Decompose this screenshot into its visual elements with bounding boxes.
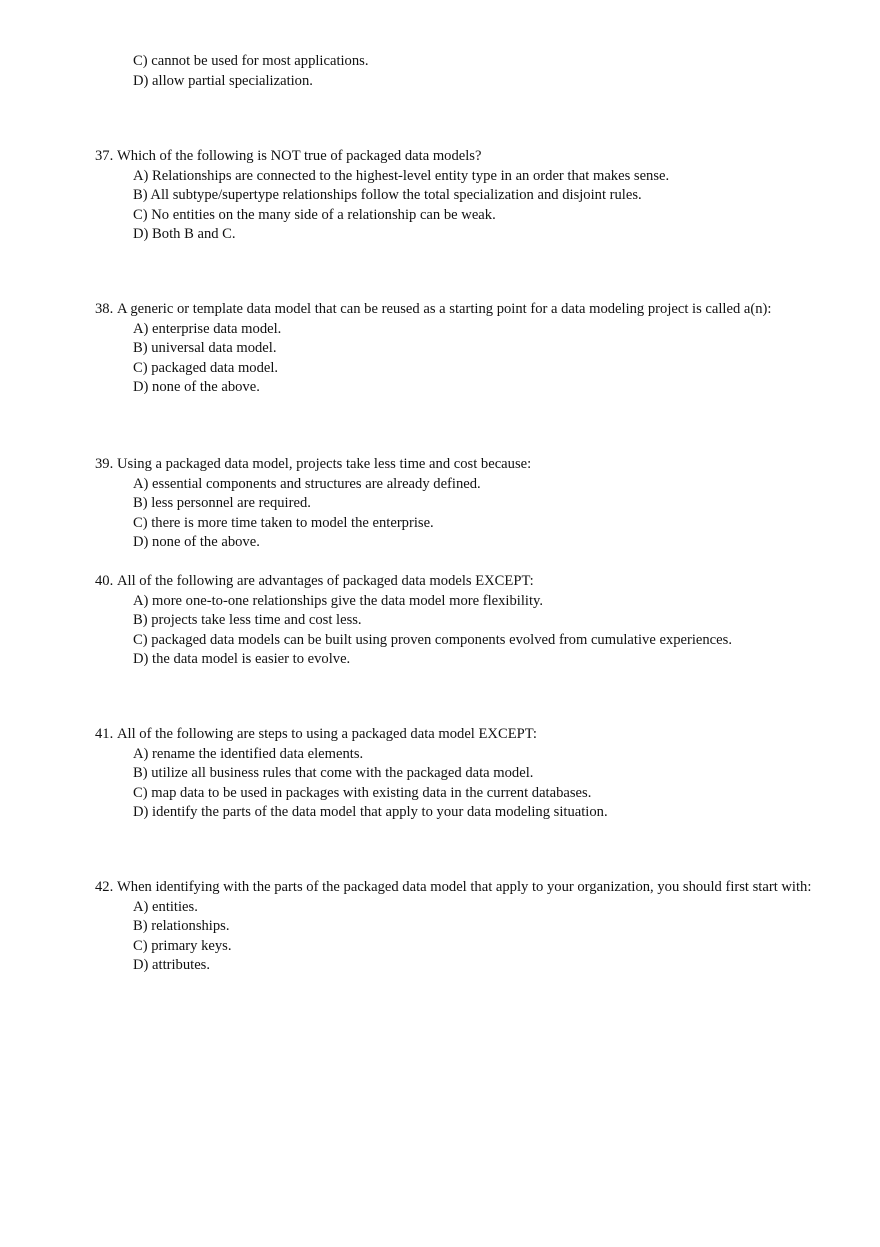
answer-option: C) map data to be used in packages with existing data in the current databases.: [133, 784, 592, 801]
answer-option: D) none of the above.: [133, 379, 260, 396]
answer-option: B) utilize all business rules that come with the packaged data model.: [133, 765, 534, 782]
answer-option: C) there is more time taken to model the enterprise.: [133, 514, 434, 531]
question-number: 42.: [95, 879, 114, 895]
question-text: All of the following are steps to using a packaged data model EXCEPT:: [117, 726, 537, 742]
answer-option: C) No entities on the many side of a relationship can be weak.: [133, 206, 496, 223]
answer-option: B) All subtype/supertype relationships follow the total specialization and disjoint rules.: [133, 187, 642, 204]
answer-option: B) universal data model.: [133, 340, 277, 357]
question-stem: [95, 147, 815, 167]
answer-option: D) none of the above.: [133, 534, 260, 551]
question-number: 40.: [95, 573, 114, 589]
answer-option: C) cannot be used for most applications.: [133, 53, 369, 69]
answer-option: B) projects take less time and cost less.: [133, 612, 362, 629]
answer-option: A) enterprise data model.: [133, 320, 282, 337]
question-stem: [95, 455, 815, 475]
answer-option: B) less personnel are required.: [133, 495, 311, 512]
question-stem: [95, 300, 815, 320]
question-text: Using a packaged data model, projects take less time and cost because:: [117, 456, 532, 472]
question-stem: [95, 725, 815, 745]
answer-option: A) Relationships are connected to the highest-level entity type in an order that makes sense.: [133, 167, 670, 184]
answer-option: D) allow partial specialization.: [133, 72, 313, 89]
question-42: [95, 878, 815, 976]
answer-option: A) entities.: [133, 898, 198, 915]
answer-option: D) attributes.: [133, 957, 211, 974]
question-text: Which of the following is NOT true of packaged data models?: [117, 148, 482, 164]
question-number: 39.: [95, 456, 114, 472]
answer-option: C) packaged data models can be built using proven components evolved from cumulative experiences.: [133, 631, 732, 648]
question-text: A generic or template data model that can be reused as a starting point for a data modeling project is called a(n):: [117, 301, 772, 317]
answer-option: C) primary keys.: [133, 937, 232, 954]
answer-option: D) Both B and C.: [133, 226, 236, 243]
answer-option: D) identify the parts of the data model that apply to your data modeling situation.: [133, 804, 608, 821]
question-stem: [95, 572, 815, 592]
question-number: 41.: [95, 726, 114, 742]
question-40: [95, 572, 815, 670]
answer-option: D) the data model is easier to evolve.: [133, 651, 351, 668]
question-39: [95, 455, 815, 553]
answer-option: A) rename the identified data elements.: [133, 745, 364, 762]
question-continued: [95, 52, 815, 91]
question-stem: [95, 878, 815, 898]
question-number: 38.: [95, 301, 114, 317]
question-text: When identifying with the parts of the packaged data model that apply to your organization, you should first start with:: [117, 879, 812, 895]
question-text: All of the following are advantages of packaged data models EXCEPT:: [117, 573, 534, 589]
question-38: [95, 300, 815, 398]
question-41: [95, 725, 815, 823]
answer-option: C) packaged data model.: [133, 359, 279, 376]
answer-option: A) more one-to-one relationships give the data model more flexibility.: [133, 592, 543, 609]
question-number: 37.: [95, 148, 114, 164]
answer-option: B) relationships.: [133, 918, 230, 935]
question-37: [95, 147, 815, 245]
answer-option: A) essential components and structures are already defined.: [133, 475, 481, 492]
